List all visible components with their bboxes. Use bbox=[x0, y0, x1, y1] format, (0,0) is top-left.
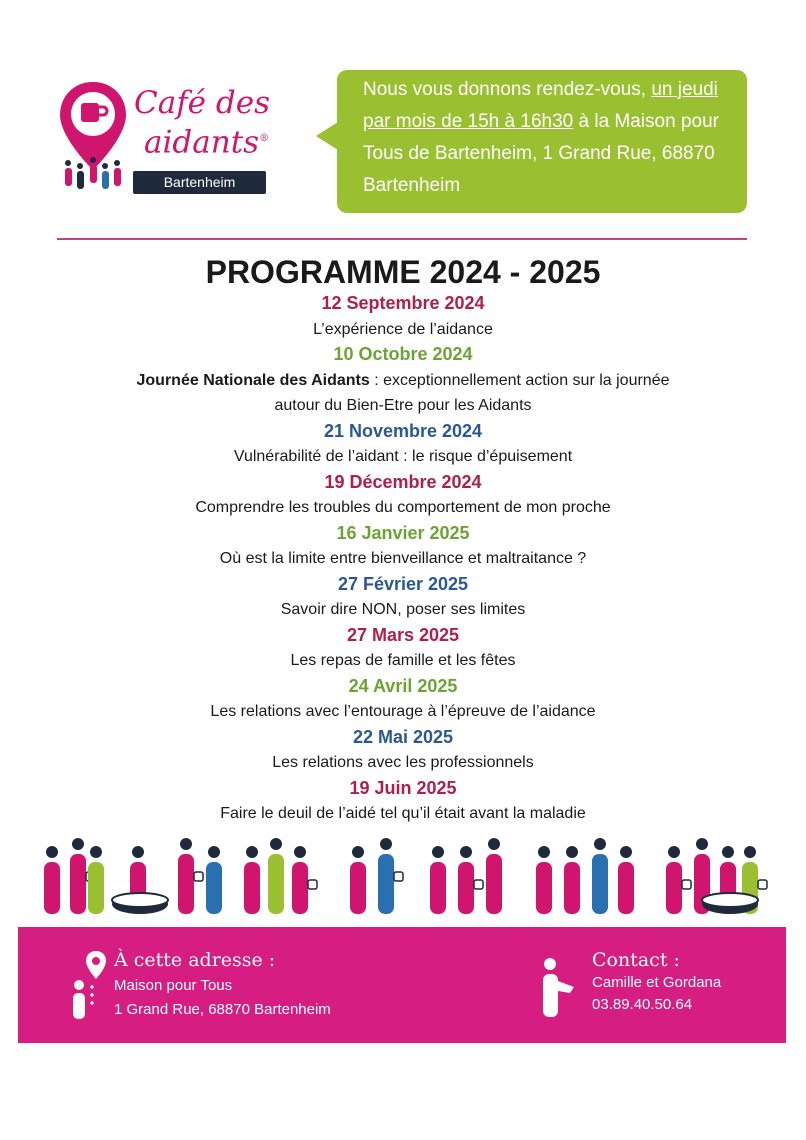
program-date: 27 Mars 2025 bbox=[346, 624, 460, 645]
program-entry bbox=[0, 419, 806, 470]
program-entry bbox=[0, 572, 806, 623]
person-head bbox=[380, 838, 392, 850]
person-body bbox=[206, 862, 222, 914]
person-body bbox=[70, 854, 86, 914]
person-body bbox=[430, 862, 446, 914]
person-body bbox=[244, 862, 260, 914]
people-illustration bbox=[30, 832, 780, 924]
announcement-text bbox=[363, 74, 733, 202]
program-date: 22 Mai 2025 bbox=[352, 726, 454, 747]
announcement-text-1: Nous vous donnons rendez-vous, bbox=[363, 79, 652, 100]
program-topic-text: : exceptionnellement action sur la journée bbox=[369, 371, 670, 389]
announcement-schedule: un jeudi par mois de 15h à 16h30 bbox=[363, 79, 718, 132]
person-head bbox=[180, 838, 192, 850]
person-head bbox=[620, 846, 632, 858]
person-body bbox=[618, 862, 634, 914]
program-topic: Faire le deuil de l’aidé tel qu’il était avant la maladie bbox=[220, 805, 586, 822]
person-body bbox=[178, 854, 194, 914]
person-head bbox=[696, 838, 708, 850]
program-topic: Où est la limite entre bienveillance et maltraitance ? bbox=[219, 550, 587, 567]
program-topic: L’expérience de l’aidance bbox=[313, 320, 493, 338]
person-head bbox=[460, 846, 472, 858]
program-entry bbox=[0, 342, 806, 419]
person-body bbox=[536, 862, 552, 914]
program-topic: Savoir dire NON, poser ses limites bbox=[280, 601, 526, 618]
address-line-2: 1 Grand Rue, 68870 Bartenheim bbox=[114, 1001, 331, 1018]
person-head bbox=[566, 846, 578, 858]
person-head bbox=[538, 846, 550, 858]
program-topic: Vulnérabilité de l’aidant : le risque d’épuisement bbox=[233, 448, 573, 465]
person-body bbox=[350, 862, 366, 914]
footer-banner bbox=[18, 927, 786, 1043]
person-head bbox=[668, 846, 680, 858]
program-date: 27 Février 2025 bbox=[337, 573, 469, 594]
program-topic-highlight: Journée Nationale des Aidants bbox=[136, 371, 370, 389]
program-topic: Les relations avec l’entourage à l’épreuve de l’aidance bbox=[210, 703, 596, 720]
person-head bbox=[46, 846, 58, 858]
person-head bbox=[744, 846, 756, 858]
person-body bbox=[564, 862, 580, 914]
person-head bbox=[90, 846, 102, 858]
program-date: 24 Avril 2025 bbox=[348, 675, 458, 696]
program-entry bbox=[0, 521, 806, 572]
contact-phone[interactable]: 03.89.40.50.64 bbox=[592, 996, 693, 1013]
person-head bbox=[72, 838, 84, 850]
person-body bbox=[486, 854, 502, 914]
person-head bbox=[270, 838, 282, 850]
person-head bbox=[432, 846, 444, 858]
person-head bbox=[208, 846, 220, 858]
person-head bbox=[488, 838, 500, 850]
announcement-text-2: à la Maison pour Tous de Bartenheim, 1 Grand Rue, 68870 Bartenheim bbox=[363, 111, 719, 196]
person-head bbox=[246, 846, 258, 858]
program-list bbox=[0, 291, 806, 827]
program-date: 21 Novembre 2024 bbox=[323, 420, 483, 441]
program-entry bbox=[0, 291, 806, 342]
person-head bbox=[722, 846, 734, 858]
cup-icon bbox=[682, 880, 691, 889]
person-body bbox=[268, 854, 284, 914]
program-date: 10 Octobre 2024 bbox=[333, 344, 473, 364]
divider bbox=[57, 238, 747, 240]
program-date: 16 Janvier 2025 bbox=[336, 522, 470, 543]
program-topic: Les relations avec les professionnels bbox=[272, 754, 534, 771]
brand-name bbox=[134, 86, 270, 160]
brand-line-1: Café des bbox=[134, 85, 270, 121]
bubble-tail bbox=[316, 122, 338, 150]
person-head bbox=[132, 846, 144, 858]
contact-label: Contact : bbox=[592, 949, 680, 971]
program-date: 19 Juin 2025 bbox=[349, 777, 457, 798]
program-topic bbox=[0, 368, 806, 394]
location-pin-icon bbox=[70, 949, 106, 1019]
program-topic: Les repas de famille et les fêtes bbox=[290, 652, 516, 669]
registered-mark: ® bbox=[259, 133, 270, 144]
cup-icon bbox=[758, 880, 767, 889]
page-title: PROGRAMME 2024 - 2025 bbox=[205, 254, 601, 290]
person-head bbox=[594, 838, 606, 850]
cup-icon bbox=[394, 872, 403, 881]
program-entry bbox=[0, 623, 806, 674]
person-body bbox=[292, 862, 308, 914]
town-badge: Bartenheim bbox=[133, 171, 266, 194]
program-entry bbox=[0, 725, 806, 776]
address-label: À cette adresse : bbox=[114, 949, 276, 971]
person-body bbox=[458, 862, 474, 914]
program-entry bbox=[0, 674, 806, 725]
cup-icon bbox=[474, 880, 483, 889]
brand-line-2: aidants bbox=[144, 124, 260, 161]
cup-icon bbox=[308, 880, 317, 889]
person-body bbox=[44, 862, 60, 914]
program-topic-continued: autour du Bien-Etre pour les Aidants bbox=[274, 397, 532, 414]
person-body bbox=[666, 862, 682, 914]
cup-icon bbox=[194, 872, 203, 881]
person-body bbox=[592, 854, 608, 914]
person-body bbox=[88, 862, 104, 914]
contact-names: Camille et Gordana bbox=[592, 974, 722, 991]
program-date: 19 Décembre 2024 bbox=[324, 471, 482, 492]
program-entry bbox=[0, 776, 806, 827]
person-body bbox=[378, 854, 394, 914]
info-person-icon bbox=[540, 957, 578, 1017]
program-entry bbox=[0, 470, 806, 521]
person-head bbox=[294, 846, 306, 858]
program-topic: Comprendre les troubles du comportement de mon proche bbox=[195, 499, 611, 516]
program-date: 12 Septembre 2024 bbox=[321, 293, 485, 313]
table-top bbox=[702, 893, 758, 907]
person-head bbox=[352, 846, 364, 858]
address-line-1: Maison pour Tous bbox=[114, 977, 233, 994]
table-top bbox=[112, 893, 168, 907]
